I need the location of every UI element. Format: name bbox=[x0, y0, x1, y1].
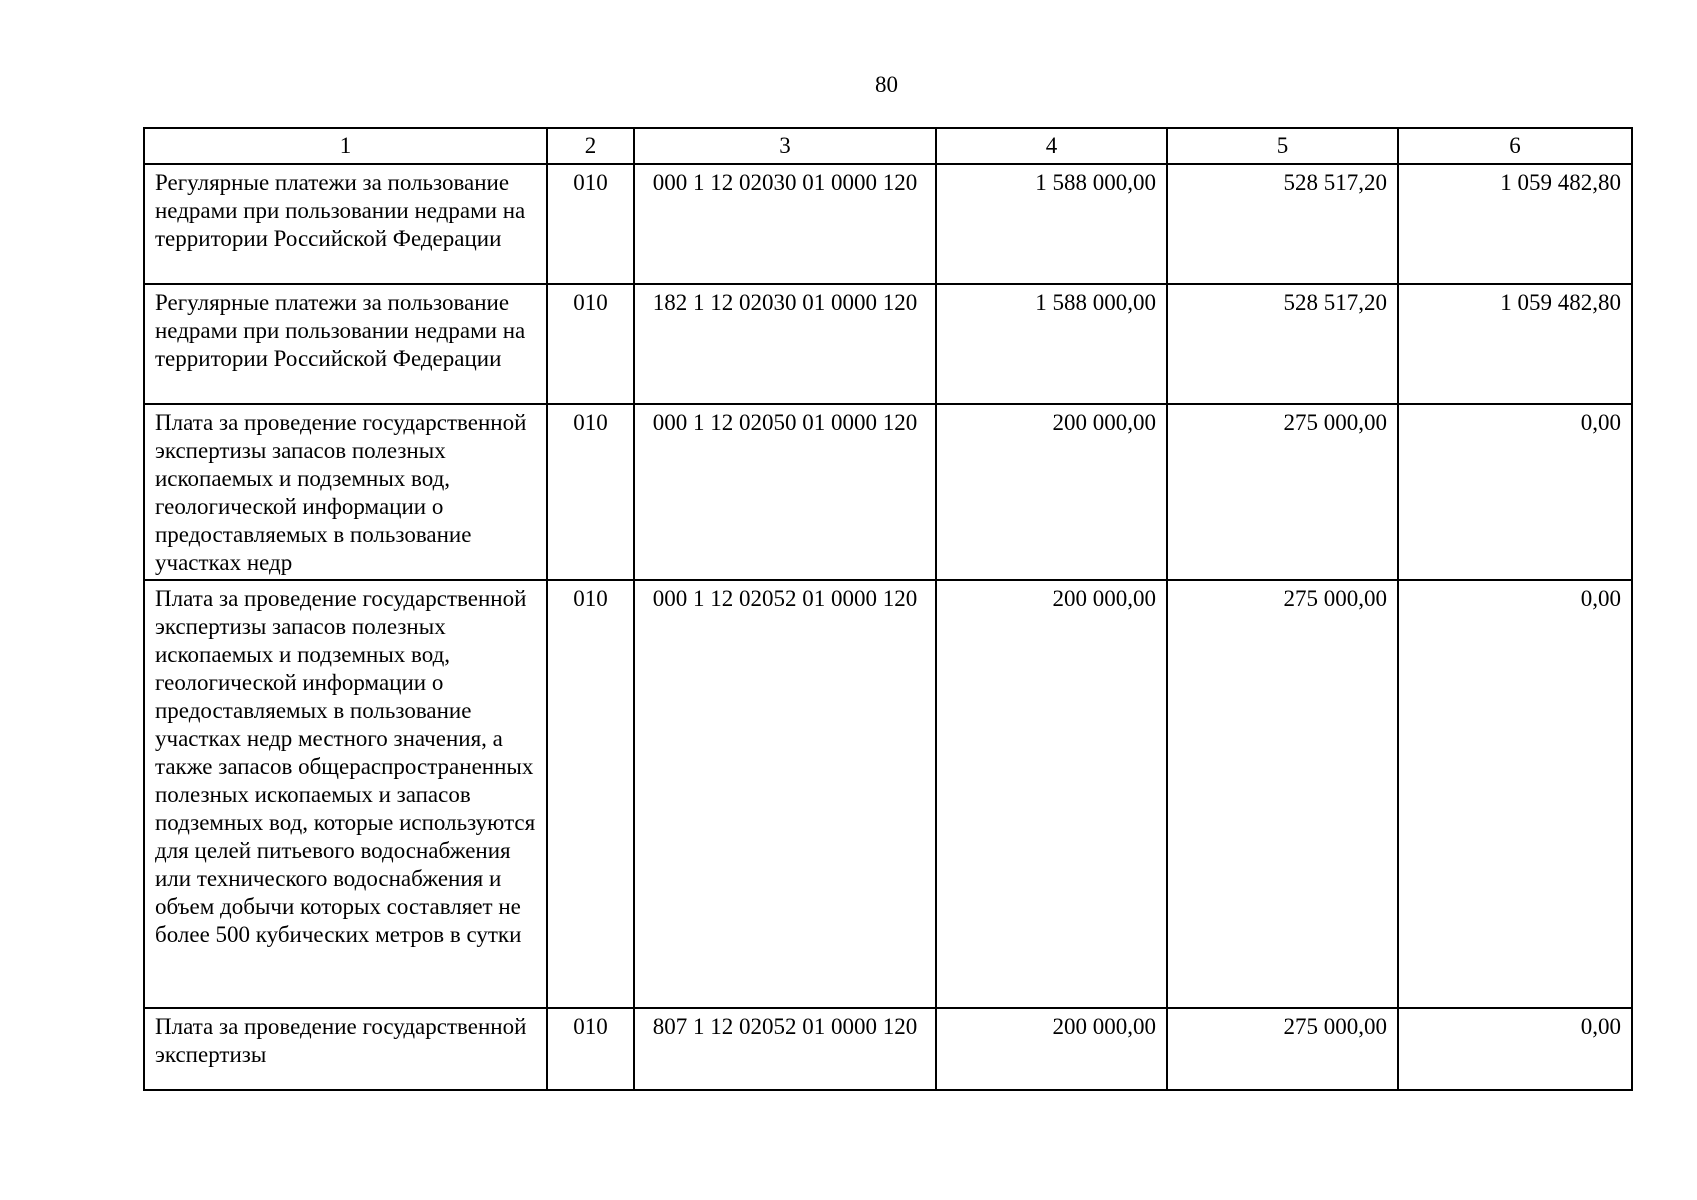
income-code-cell: 000 1 12 02050 01 0000 120 bbox=[634, 404, 936, 580]
not-executed-amount-cell: 1 059 482,80 bbox=[1398, 164, 1632, 284]
line-code-cell: 010 bbox=[547, 404, 634, 580]
table-row bbox=[144, 164, 1632, 284]
column-header: 4 bbox=[936, 128, 1167, 164]
line-code-cell: 010 bbox=[547, 1008, 634, 1090]
income-code-cell: 000 1 12 02030 01 0000 120 bbox=[634, 164, 936, 284]
table-row bbox=[144, 284, 1632, 404]
column-header: 2 bbox=[547, 128, 634, 164]
table-row bbox=[144, 404, 1632, 580]
table-row bbox=[144, 1008, 1632, 1090]
income-name-cell: Регулярные платежи за пользование недрами при пользовании недрами на территории Российской Федерации bbox=[144, 284, 547, 404]
line-code-cell: 010 bbox=[547, 164, 634, 284]
income-code-cell: 000 1 12 02052 01 0000 120 bbox=[634, 580, 936, 1008]
not-executed-amount-cell: 0,00 bbox=[1398, 580, 1632, 1008]
not-executed-amount-cell: 1 059 482,80 bbox=[1398, 284, 1632, 404]
income-name-cell: Регулярные платежи за пользование недрами при пользовании недрами на территории Российской Федерации bbox=[144, 164, 547, 284]
executed-amount-cell: 275 000,00 bbox=[1167, 580, 1398, 1008]
approved-amount-cell: 1 588 000,00 bbox=[936, 164, 1167, 284]
table-row bbox=[144, 580, 1632, 1008]
executed-amount-cell: 275 000,00 bbox=[1167, 1008, 1398, 1090]
not-executed-amount-cell: 0,00 bbox=[1398, 404, 1632, 580]
approved-amount-cell: 200 000,00 bbox=[936, 580, 1167, 1008]
income-name-cell: Плата за проведение государственной экспертизы запасов полезных ископаемых и подземных вод, геологической информации о предоставляемых в пользование участках недр bbox=[144, 404, 547, 580]
executed-amount-cell: 528 517,20 bbox=[1167, 284, 1398, 404]
approved-amount-cell: 200 000,00 bbox=[936, 404, 1167, 580]
executed-amount-cell: 275 000,00 bbox=[1167, 404, 1398, 580]
column-header: 3 bbox=[634, 128, 936, 164]
income-code-cell: 807 1 12 02052 01 0000 120 bbox=[634, 1008, 936, 1090]
table-header-row bbox=[144, 128, 1632, 164]
budget-table bbox=[143, 127, 1633, 1091]
page-number: 80 bbox=[875, 72, 898, 97]
approved-amount-cell: 200 000,00 bbox=[936, 1008, 1167, 1090]
income-code-cell: 182 1 12 02030 01 0000 120 bbox=[634, 284, 936, 404]
income-name-cell: Плата за проведение государственной экспертизы bbox=[144, 1008, 547, 1090]
column-header: 1 bbox=[144, 128, 547, 164]
approved-amount-cell: 1 588 000,00 bbox=[936, 284, 1167, 404]
line-code-cell: 010 bbox=[547, 580, 634, 1008]
line-code-cell: 010 bbox=[547, 284, 634, 404]
income-name-cell: Плата за проведение государственной экспертизы запасов полезных ископаемых и подземных вод, геологической информации о предоставляемых в пользование участках недр местного значения, а также запасов общераспространенных полезных ископаемых и запасов подземных вод, которые используются для целей питьевого водоснабжения или технического водоснабжения и объем добычи которых составляет не более 500 кубических метров в сутки bbox=[144, 580, 547, 1008]
not-executed-amount-cell: 0,00 bbox=[1398, 1008, 1632, 1090]
column-header: 5 bbox=[1167, 128, 1398, 164]
column-header: 6 bbox=[1398, 128, 1632, 164]
executed-amount-cell: 528 517,20 bbox=[1167, 164, 1398, 284]
